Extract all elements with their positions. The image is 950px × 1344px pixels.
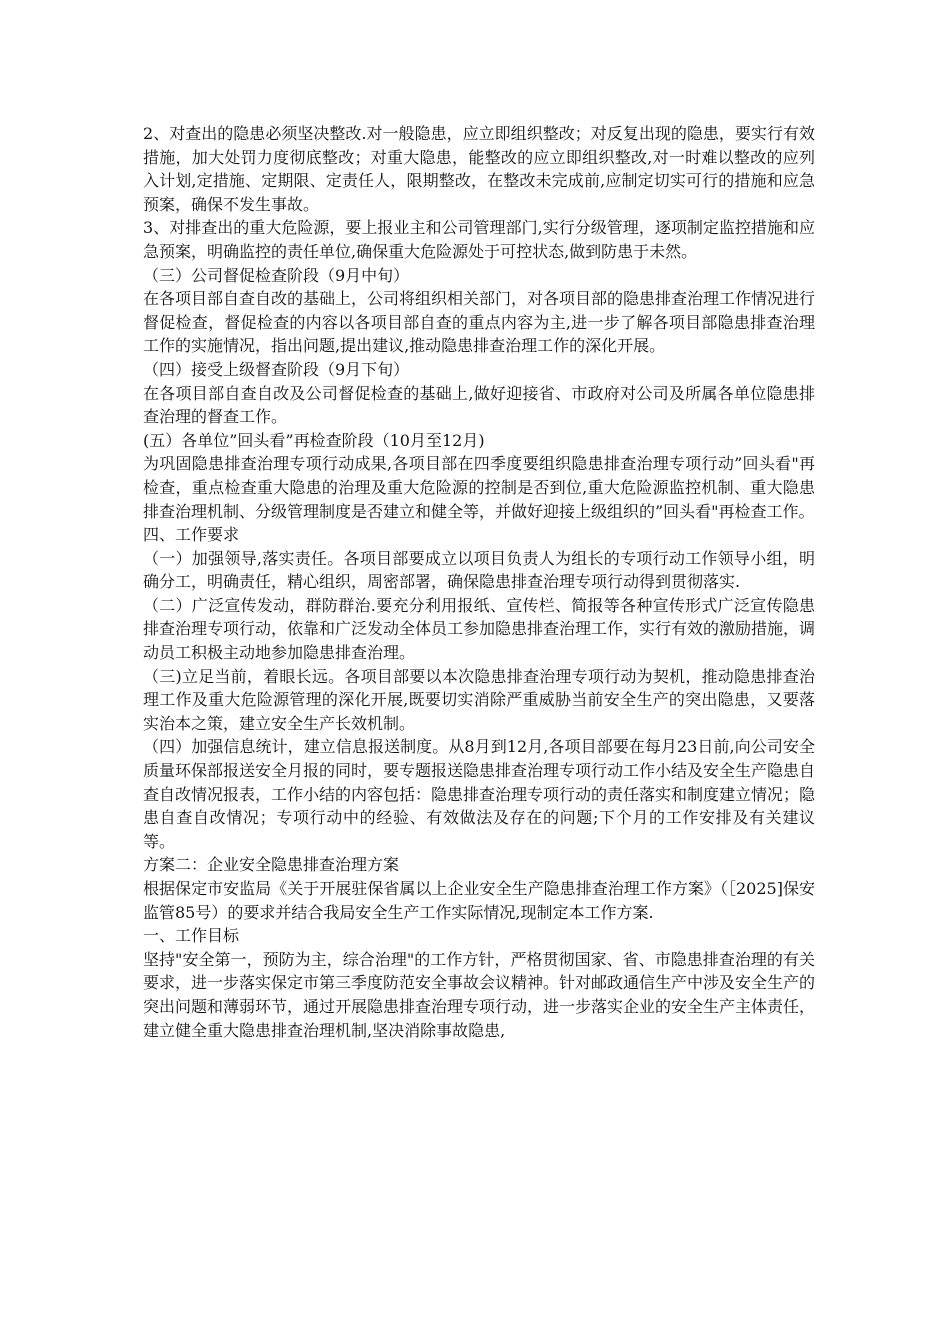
heading-work-goals: 一、工作目标 <box>143 926 240 946</box>
paragraph-recheck: 为巩固隐患排查治理专项行动成果,各项目部在四季度要组织隐患排查治理专项行动”回头看"再检查，重点检查重大隐患的治理及重大危险源的控制是否到位,重大危险源监控机制、重大隐患排查治理机制、分级管理制度是否建立和健全等，并做好迎接上级组织的”回头看"再检查工作。 <box>143 454 815 521</box>
paragraph-superior-inspection: 在各项目部自查自改及公司督促检查的基础上,做好迎接省、市政府对公司及所属各单位隐患排查治理的督查工作。 <box>143 383 815 427</box>
paragraph-company-inspection: 在各项目部自查自改的基础上，公司将组织相关部门，对各项目部的隐患排查治理工作情况进行督促检查，督促检查的内容以各项目部自查的重点内容为主,进一步了解各项目部隐患排查治理工作的实施情况，指出问题,提出建议,推动隐患排查治理工作的深化开展。 <box>143 289 816 356</box>
paragraph-rectification: 2、对查出的隐患必须坚决整改.对一般隐患，应立即组织整改；对反复出现的隐患，要实行有效措施，加大处罚力度彻底整改；对重大隐患，能整改的应立即组织整改,对一时难以整改的应列入计划,定措施、定期限、定责任人，限期整改，在整改未完成前,应制定切实可行的措施和应急预案，确保不发生事故。 <box>143 124 815 214</box>
paragraph-publicity: （二）广泛宣传发动，群防群治.要充分利用报纸、宣传栏、简报等各种宣传形式广泛宣传隐患排查治理专项行动，依靠和广泛发动全体员工参加隐患排查治理工作，实行有效的激励措施，调动员工积极主动地参加隐患排查治理。 <box>143 595 816 663</box>
document-body <box>143 122 815 1042</box>
paragraph-hazard-sources: 3、对排查出的重大危险源，要上报业主和公司管理部门,实行分级管理，逐项制定监控措施和应急预案，明确监控的责任单位,确保重大危险源处于可控状态,做到防患于未然。 <box>143 218 815 261</box>
heading-work-requirements: 四、工作要求 <box>143 525 240 545</box>
paragraph-long-term: （三)立足当前，着眼长远。各项目部要以本次隐患排查治理专项行动为契机，推动隐患排查治理工作及重大危险源管理的深化开展,既要切实消除严重威胁当前安全生产的突出隐患，又要落实治本之策，建立安全生产长效机制。 <box>143 666 815 733</box>
paragraph-information-reporting: （四）加强信息统计，建立信息报送制度。从8月到12月,各项目部要在每月23日前,向公司安全质量环保部报送安全月报的同时，要专题报送隐患排查治理专项行动工作小结及安全生产隐患自查自改情况报表，工作小结的内容包括：隐患排查治理专项行动的责任落实和制度建立情况；隐患自查自改情况；专项行动中的经验、有效做法及存在的问题;下个月的工作安排及有关建议等。 <box>143 737 816 851</box>
heading-recheck-stage: (五）各单位”回头看”再检查阶段（10月至12月) <box>143 430 485 450</box>
paragraph-work-goals: 坚持"安全第一，预防为主，综合治理"的工作方针，严格贯彻国家、省、市隐患排查治理的有关要求，进一步落实保定市第三季度防范安全事故会议精神。针对邮政通信生产中涉及安全生产的突出问题和薄弱环节，通过开展隐患排查治理专项行动，进一步落实企业的安全生产主体责任，建立健全重大隐患排查治理机制,坚决消除事故隐患, <box>143 949 816 1040</box>
heading-company-inspection-stage: （三）公司督促检查阶段（9月中旬） <box>143 265 410 285</box>
paragraph-plan-basis: 根据保定市安监局《关于开展驻保省属以上企业安全生产隐患排查治理工作方案》（［2025]保安监管85号）的要求并结合我局安全生产工作实际情况,现制定本工作方案. <box>143 879 815 922</box>
paragraph-leadership: （一）加强领导,落实责任。各项目部要成立以项目负责人为组长的专项行动工作领导小组，明确分工，明确责任，精心组织，周密部署，确保隐患排查治理专项行动得到贯彻落实. <box>143 548 815 592</box>
heading-superior-inspection-stage: （四）接受上级督查阶段（9月下旬） <box>143 359 410 379</box>
heading-plan-two: 方案二：企业安全隐患排查治理方案 <box>143 855 400 875</box>
